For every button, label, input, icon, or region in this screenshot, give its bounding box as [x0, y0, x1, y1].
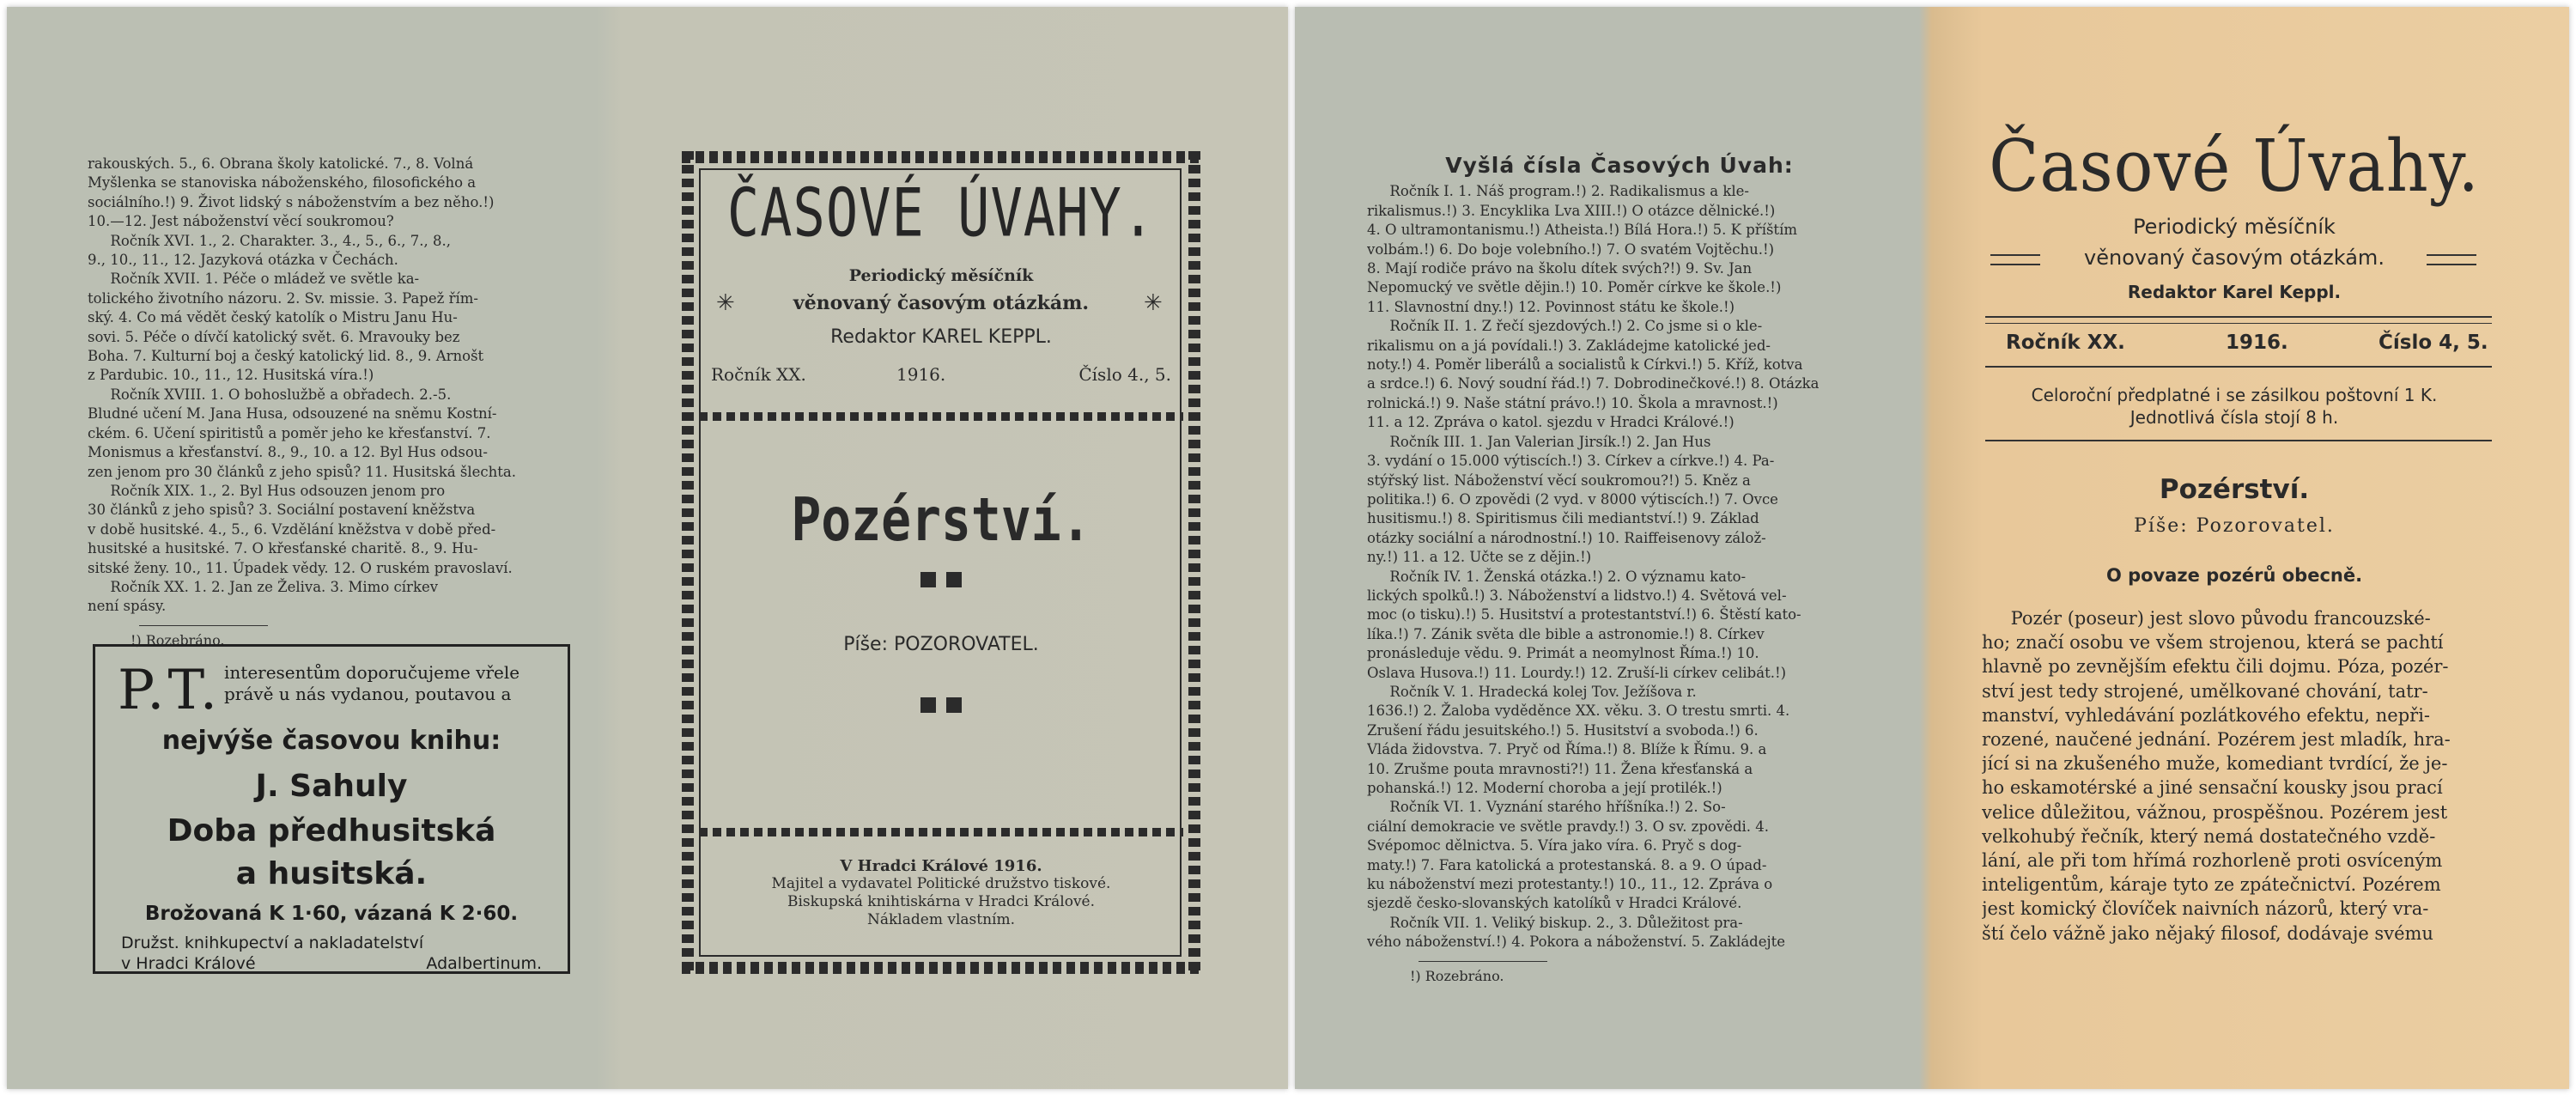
text-line: sjezdě česko-slovanských katolíků v Hradci Králové. [1367, 895, 1742, 912]
text-line: rikalismu on a já povídali.!) 3. Zakládejme katolické jed- [1367, 337, 1771, 354]
published-issues-list [1367, 153, 1872, 986]
text-line: sociálního.!) 9. Život lidský s náboženstvím a bez něho.!) [88, 193, 495, 210]
ad-title-1: Doba předhusitská [167, 813, 496, 849]
text-line: 10. Zrušme pouta mravnosti?!) 11. Žena křesťanská a [1367, 760, 1753, 777]
text-line: vého náboženství.!) 4. Pokora a náboženství. 5. Zakládejte [1367, 934, 1785, 951]
text-line: ho; značí osobu ve všem strojenou, která se pachtí [1982, 632, 2444, 654]
text-line: ciální demokracie ve světle pravdy.!) 3. O sv. zpovědi. 4. [1367, 818, 1770, 835]
text-line: tolického životního názoru. 2. Sv. missie. 3. Papež řím- [88, 289, 478, 307]
ad-publisher-1: Družst. knihkupectví a nakladatelství [121, 934, 424, 952]
right-scan [1295, 7, 2569, 1089]
back-cover-list [88, 155, 586, 650]
star-icon-left: ✳ [716, 290, 735, 316]
text-line: 8. Mají rodiče právo na školu dítek svých?!) 9. Sv. Jan [1367, 260, 1753, 277]
cover-author: Píše: POZOROVATEL. [843, 634, 1039, 655]
text-line: Ročník I. 1. Náš program.!) 2. Radikalismus a kle- [1389, 183, 1749, 200]
cover-subtitle-1: Periodický měsíčník [848, 266, 1034, 285]
cover-editor: Redaktor KAREL KEPPL. [830, 326, 1052, 348]
ad-publisher-3: Adalbertinum. [426, 954, 542, 973]
text-line: Monismus a křesťanství. 8., 9., 10. a 12. Byl Hus odsou- [88, 444, 488, 461]
front-page [1934, 7, 2569, 1089]
text-line: ku náboženství mezi protestanty.!) 10., 11., 12. Zpráva o [1367, 876, 1773, 893]
text-line: Ročník VI. 1. Vyznání starého hříšníka.!) 2. So- [1389, 799, 1726, 816]
ad-title-2: a husitská. [235, 856, 428, 891]
text-line: Zrušení řádu jesuitského.!) 5. Husitství a svoboda.!) 6. [1367, 721, 1759, 739]
ad-author: J. Sahuly [255, 769, 408, 804]
text-line: Oslava Husova.!) 11. Lourdy.!) 12. Zruší-li církev celibát.!) [1367, 664, 1787, 681]
cover-article-title: Pozérství. [791, 484, 1091, 555]
ad-headline: nejvýše časovou knihu: [161, 726, 501, 756]
text-line: husitské a husitské. 7. O křesťanské charitě. 8., 9. Hu- [88, 540, 478, 557]
text-line: v době husitské. 4., 5., 6. Vzdělání kněžstva v době před- [88, 520, 496, 538]
text-line: Boha. 7. Kulturní boj a český katolický lid. 8., 9. Arnošt [88, 348, 484, 365]
front-volume: Ročník XX. [2006, 332, 2125, 354]
cover-subtitle-2: věnovaný časovým otázkám. [793, 292, 1090, 314]
article-body [1982, 606, 2492, 946]
subscription-1: Celoroční předplatné i se zásilkou poštovní 1 K. [2031, 385, 2438, 405]
text-line: Vláda židovstva. 7. Pryč od Říma.!) 8. Blíže k Římu. 9. a [1367, 741, 1767, 758]
text-line: noty.!) 4. Poměr liberálů a socialistů k Církvi.!) 5. Kříž, kotva [1367, 356, 1803, 374]
text-line: manství, vyhledávání pozlátkového efektu, nepři- [1982, 704, 2431, 726]
list-heading: Vyšlá čísla Časových Úvah: [1445, 153, 1794, 178]
text-line: Ročník VII. 1. Veliký biskup. 2., 3. Důležitost pra- [1389, 914, 1743, 931]
rule-mid [1985, 366, 2492, 368]
book-advertisement [93, 644, 570, 974]
text-line: rikalismus.!) 3. Encyklika Lva XIII.!) O otázce dělnické.!) [1367, 202, 1776, 219]
text-line: jest komický človíček naivních názorů, který vra- [1982, 898, 2429, 920]
text-line: 1636.!) 2. Žaloba vyděděnce XX. věku. 3. O trestu smrti. 4. [1367, 703, 1790, 720]
text-line: není spásy. [88, 598, 167, 615]
text-line: z Pardubic. 10., 11., 12. Husitská víra.!) [88, 367, 374, 384]
square-ornament-bottom [708, 697, 1175, 716]
ornamental-frame [682, 151, 1200, 974]
text-line: Ročník V. 1. Hradecká kolej Tov. Ježíšova r. [1389, 683, 1697, 700]
ad-publisher-2: v Hradci Králové [121, 954, 256, 973]
text-line: stýřský list. Náboženství věcí soukromou?!) 5. Kněz a [1367, 471, 1751, 489]
text-line: velice důležitou, vážnou, prospěšnou. Pozérem jest [1982, 801, 2448, 823]
text-line: 30 článků z jeho spisů? 3. Sociální postavení kněžstva [88, 502, 476, 519]
front-title: Časové Úvahy. [1989, 124, 2480, 208]
text-line: Bludné učení M. Jana Husa, odsouzené na sněmu Kostní- [88, 405, 497, 423]
text-line: pohanská.!) 12. Moderní choroba a její protilék.!) [1367, 780, 1722, 796]
star-icon-right: ✳ [1144, 290, 1163, 316]
subscription-2: Jednotlivá čísla stojí 8 h. [2129, 407, 2339, 428]
front-subtitle-1: Periodický měsíčník [2133, 215, 2336, 239]
ad-price: Brožovaná K 1·60, vázaná K 2·60. [144, 903, 519, 925]
text-line: 9., 10., 11., 12. Jazyková otázka v Čechách. [88, 252, 398, 269]
front-subtitle-2: věnovaný časovým otázkám. [2084, 246, 2385, 270]
front-issue: Číslo 4, 5. [2379, 332, 2488, 354]
text-line: lických spolků.!) 3. Náboženství a lidstvo.!) 4. Světová vel- [1367, 587, 1787, 604]
text-line: Ročník XVII. 1. Péče o mládež ve světle ka- [110, 271, 420, 288]
left-scan [7, 7, 1288, 1089]
cover-volume: Ročník XX. [711, 364, 806, 385]
text-line: 11. a 12. Zpráva o katol. sjezdu v Hradci Králové.!) [1367, 414, 1735, 431]
footnote: !) Rozebráno. [131, 631, 225, 648]
front-year: 1916. [2226, 332, 2288, 354]
ad-intro: interesentům doporučujeme vřele právě u nás vydanou, poutavou a [224, 662, 520, 704]
text-line: Ročník XIX. 1., 2. Byl Hus odsouzen jenom pro [110, 482, 446, 499]
text-line: pronásleduje vědu. 9. Primát a neomylnost Říma.!) 10. [1367, 645, 1759, 662]
ad-pt: P.T. [118, 659, 222, 722]
text-line: inteligentům, káraje tyto ze zpátečnictví. Pozérem [1982, 874, 2441, 896]
text-line: Ročník III. 1. Jan Valerian Jirsík.!) 2. Jan Hus [1389, 433, 1711, 450]
text-line: husitismu.!) 8. Spiritismus čili mediantství.!) 9. Základ [1367, 510, 1759, 527]
front-author: Píše: Pozorovatel. [2134, 515, 2335, 537]
text-line: lání, ale při tom hřímá rozhorleně proti osvíceným [1982, 850, 2443, 872]
text-line: ští čelo vážně jako nějaký filosof, dodávaje svému [1982, 922, 2433, 944]
text-line: Pozér (poseur) jest slovo původu francouzské- [2010, 608, 2431, 629]
text-line: a srdce.!) 6. Nový soudní řád.!) 7. Dobrodinečkové.!) 8. Otázka [1367, 375, 1820, 392]
text-line: 4. O ultramontanismu.!) Atheista.!) Bílá Hora.!) 5. K příštím [1367, 222, 1797, 239]
footnote: !) Rozebráno. [1410, 967, 1504, 984]
text-line: sovi. 5. Péče o dívčí katolický svět. 6. Mravouky bez [88, 328, 460, 345]
text-line: Ročník II. 1. Z řečí sjezdových.!) 2. Co jsme si o kle- [1389, 318, 1763, 335]
text-line: 11. Slavnostní dny.!) 12. Povinnost státu ke škole.!) [1367, 298, 1735, 315]
text-line: Ročník XVIII. 1. O bohoslužbě a obřadech. 2.-5. [110, 386, 452, 403]
text-line: Ročník XX. 1. 2. Jan ze Želiva. 3. Mimo církev [110, 578, 439, 595]
text-line: rakouských. 5., 6. Obrana školy katolické. 7., 8. Volná [88, 155, 474, 172]
cover-page [629, 7, 1288, 1089]
text-line: otázky sociální a národnostní.!) 10. Raiffeisenovy zálož- [1367, 529, 1766, 546]
cover-title: ČASOVÉ ÚVAHY. [726, 173, 1156, 252]
text-line: Ročník XVI. 1., 2. Charakter. 3., 4., 5., 6., 7., 8., [110, 232, 451, 249]
front-editor: Redaktor Karel Keppl. [2127, 282, 2342, 302]
text-line: velkohubý řečník, který nemá dostatečného vzdě- [1982, 825, 2436, 847]
text-line: ckém. 6. Učení spiritistů a poměr jeho ke křesťanství. 7. [88, 424, 491, 441]
text-line: zen jenom pro 30 článků z jeho spisů? 11. Husitská šlechta. [88, 463, 517, 480]
text-line: moc (o tisku).!) 5. Husitství a protestantství.!) 6. Štěstí kato- [1367, 606, 1801, 623]
square-ornament-top [708, 572, 1175, 591]
text-line: Ročník IV. 1. Ženská otázka.!) 2. O významu kato- [1389, 568, 1747, 585]
text-line: rolnická.!) 9. Naše státní právo.!) 10. Škola a mravnost.!) [1367, 394, 1778, 411]
text-line: politika.!) 6. O zpovědi (2 vyd. v 8000 výtiscích.!) 7. Ovce [1367, 490, 1778, 508]
text-line: líka.!) 7. Zánik světa dle bible a astronomie.!) 8. Církev [1367, 625, 1765, 642]
text-line: ho eskamotérské a jiné sensační kousky jsou prací [1982, 777, 2443, 799]
text-line: 3. vydání o 15.000 výtiscích.!) 3. Církev a církve.!) 4. Pa- [1367, 453, 1775, 470]
cover-imprint: V Hradci Králové 1916. Majitel a vydavatel Politické družstvo tiskové. Biskupská knihtiskárna v Hradci Králové. Nákladem vlastním. [771, 857, 1111, 928]
text-line: maty.!) 7. Fara katolická a protestanská. 8. a 9. O úpad- [1367, 856, 1767, 873]
double-rule-right [2427, 254, 2476, 265]
rule-bottom [1985, 440, 2492, 441]
text-line: Nepomucký ve světle dějin.!) 10. Poměr církve ke škole.!) [1367, 279, 1782, 296]
text-line: Myšlenka se stanoviska náboženského, filosofického a [88, 174, 477, 192]
text-line: volbám.!) 6. Do boje volebního.!) 7. O svatém Vojtěchu.!) [1367, 240, 1775, 258]
text-line: 10.—12. Jest náboženství věcí soukromou? [88, 213, 394, 230]
front-article-title: Pozérství. [2159, 474, 2310, 505]
section-title: O povaze pozérů obecně. [2105, 565, 2363, 586]
cover-year: 1916. [896, 364, 946, 385]
text-line: ny.!) 11. a 12. Učte se z dějin.!) [1367, 549, 1592, 566]
text-line: ský. 4. Co má vědět český katolík o Mistru Janu Hu- [88, 309, 458, 326]
rule-top [1985, 316, 2492, 324]
text-line: rozené, naučené jednání. Pozérem jest mladík, hra- [1982, 729, 2451, 751]
text-line: ství jest tedy strojené, umělkované chování, tatr- [1982, 680, 2428, 702]
cover-issue: Číslo 4., 5. [1078, 364, 1171, 385]
text-line: jící si na zkušeného muže, komediant tvrdící, že je- [1982, 753, 2448, 775]
text-line: hlavně po zevnějším efektu čili dojmu. Póza, pozér- [1982, 656, 2449, 678]
text-line: sitské ženy. 10., 11. Úpadek vědy. 12. O ruském pravoslaví. [88, 559, 513, 576]
text-line: Svépomoc dělnictva. 5. Víra jako víra. 6. Pryč s dog- [1367, 837, 1742, 855]
